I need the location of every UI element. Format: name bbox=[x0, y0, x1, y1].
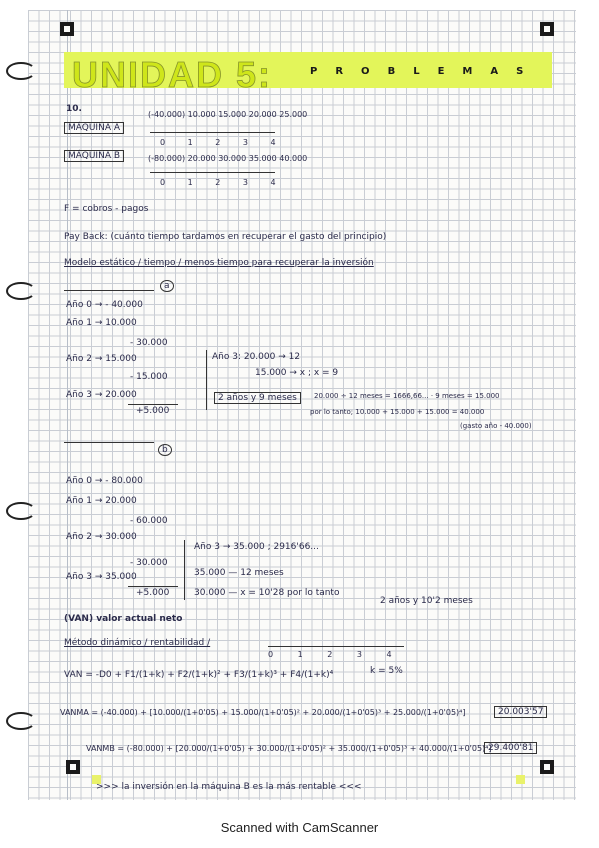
machine-a-label: MÁQUINA A bbox=[64, 122, 124, 134]
corner-marker-top-right bbox=[540, 22, 554, 36]
problem-number: 10. bbox=[66, 104, 82, 114]
timeline-b bbox=[150, 172, 275, 173]
b-calc2: 35.000 — 12 meses bbox=[194, 568, 284, 578]
part-b-label: b bbox=[158, 444, 172, 456]
a-year0: Año 0 → - 40.000 bbox=[66, 300, 143, 310]
a-calc1: Año 3: 20.000 → 12 bbox=[212, 352, 301, 362]
b-calc1: Año 3 → 35.000 ; 2916'66... bbox=[194, 542, 319, 552]
yellow-dot-right bbox=[516, 775, 525, 784]
corner-marker-bottom-right bbox=[540, 760, 554, 774]
van-method: Método dinámico / rentabilidad / bbox=[64, 638, 211, 648]
machine-b-flows: (-80.000) 20.000 30.000 35.000 40.000 bbox=[148, 154, 308, 163]
a-year3: Año 3 → 20.000 bbox=[66, 390, 137, 400]
b-sum3: +5.000 bbox=[136, 588, 170, 598]
static-model-note: Modelo estático / tiempo / menos tiempo para recuperar la inversión bbox=[64, 258, 374, 268]
title-letter: P bbox=[310, 66, 318, 77]
van-rate: k = 5% bbox=[370, 666, 403, 676]
a-note1: 20.000 ÷ 12 meses = 1666,66... · 9 meses = 15.000 bbox=[314, 392, 500, 400]
van-a-result: 20.003'57 bbox=[494, 706, 547, 718]
part-a-label: a bbox=[160, 280, 174, 292]
scanner-footer: Scanned with CamScanner bbox=[220, 820, 379, 835]
timeline-a bbox=[150, 132, 275, 133]
van-b-result: 29.400'81 bbox=[484, 742, 537, 754]
title-letter: S bbox=[516, 66, 524, 77]
van-timeline bbox=[268, 646, 404, 647]
timeline-a-ticks: 0 1 2 3 4 bbox=[160, 138, 276, 147]
van-machine-a: VANMA = (-40.000) + [10.000/(1+0'05) + 15.000/(1+0'05)² + 20.000/(1+0'05)³ + 25.000/(1+0'05)⁴] bbox=[60, 708, 466, 717]
title-letter: M bbox=[462, 66, 473, 77]
b-sub1: - 60.000 bbox=[130, 516, 168, 526]
b-sum-line bbox=[128, 586, 178, 587]
divider-b bbox=[64, 442, 154, 443]
b-bracket bbox=[184, 540, 185, 600]
b-result: 2 años y 10'2 meses bbox=[380, 596, 473, 606]
binder-ring-2 bbox=[6, 282, 36, 300]
title-letter: B bbox=[387, 66, 396, 77]
b-year1: Año 1 → 20.000 bbox=[66, 496, 137, 506]
corner-marker-top-left bbox=[60, 22, 74, 36]
b-year3: Año 3 → 35.000 bbox=[66, 572, 137, 582]
payback-definition: Pay Back: (cuánto tiempo tardamos en recuperar el gasto del principio) bbox=[64, 232, 387, 242]
van-heading: (VAN) valor actual neto bbox=[64, 614, 183, 624]
title-letter: O bbox=[361, 66, 370, 77]
binder-ring-1 bbox=[6, 62, 36, 80]
title-letter: R bbox=[335, 66, 344, 77]
title-letter: E bbox=[437, 66, 445, 77]
a-sum3: +5.000 bbox=[136, 406, 170, 416]
a-note3: (gasto año - 40.000) bbox=[460, 422, 532, 430]
a-sub1: - 30.000 bbox=[130, 338, 168, 348]
title-letter: A bbox=[490, 66, 499, 77]
machine-b-label: MÁQUINA B bbox=[64, 150, 124, 162]
formula-f: F = cobros - pagos bbox=[64, 204, 149, 214]
page-title: UNIDAD 5: bbox=[72, 54, 273, 95]
machine-a-flows: (-40.000) 10.000 15.000 20.000 25.000 bbox=[148, 110, 308, 119]
a-sub2: - 15.000 bbox=[130, 372, 168, 382]
binder-ring-4 bbox=[6, 712, 36, 730]
timeline-b-ticks: 0 1 2 3 4 bbox=[160, 178, 276, 187]
b-year0: Año 0 → - 80.000 bbox=[66, 476, 143, 486]
van-conclusion: >>> la inversión en la máquina B es la más rentable <<< bbox=[96, 782, 362, 792]
a-calc2: 15.000 → x ; x = 9 bbox=[255, 368, 339, 378]
b-sub2: - 30.000 bbox=[130, 558, 168, 568]
a-result: 2 años y 9 meses bbox=[214, 392, 301, 404]
a-sum-line bbox=[128, 404, 178, 405]
van-formula: VAN = -D0 + F1/(1+k) + F2/(1+k)² + F3/(1+k)³ + F4/(1+k)⁴ bbox=[64, 670, 334, 680]
van-machine-b: VANMB = (-80.000) + [20.000/(1+0'05) + 30.000/(1+0'05)² + 35.000/(1+0'05)³ + 40.000/(1+0'05)⁴] bbox=[86, 744, 492, 753]
a-year1: Año 1 → 10.000 bbox=[66, 318, 137, 328]
title-letter: L bbox=[413, 66, 420, 77]
b-year2: Año 2 → 30.000 bbox=[66, 532, 137, 542]
a-note2: por lo tanto; 10.000 + 15.000 + 15.000 = 40.000 bbox=[310, 408, 485, 416]
binder-ring-3 bbox=[6, 502, 36, 520]
a-year2: Año 2 → 15.000 bbox=[66, 354, 137, 364]
b-calc3: 30.000 — x = 10'28 por lo tanto bbox=[194, 588, 340, 598]
van-timeline-ticks: 0 1 2 3 4 bbox=[268, 650, 392, 659]
title-subtitle bbox=[310, 66, 523, 77]
a-bracket bbox=[206, 350, 207, 410]
corner-marker-bottom-left bbox=[66, 760, 80, 774]
divider-a bbox=[64, 290, 154, 291]
